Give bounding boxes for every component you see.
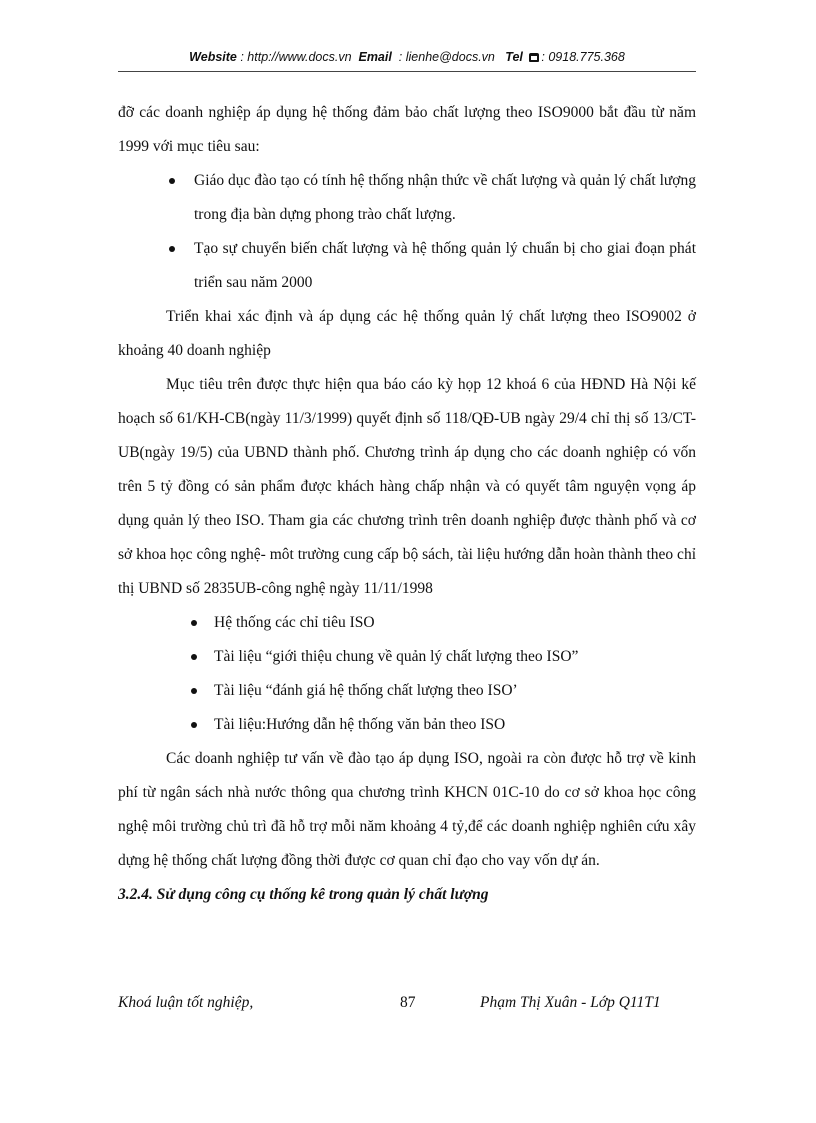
section-heading: 3.2.4. Sử dụng công cụ thống kê trong quản lý chất lượng [118,886,489,903]
goals-list [118,164,696,300]
website-label: Website [189,50,237,64]
footer-author: Phạm Thị Xuân - Lớp Q11T1 [480,994,661,1011]
page-number: 87 [400,994,416,1011]
list-item: Tài liệu “đánh giá hệ thống chất lượng theo ISO’ [118,674,696,708]
header-divider [118,71,696,72]
footer-thesis-label: Khoá luận tốt nghiệp, [118,994,254,1011]
tel-value: : 0918.775.368 [541,50,625,64]
list-item: Giáo dục đào tạo có tính hệ thống nhận thức về chất lượng và quản lý chất lượng trong địa bàn dựng phong trào chất lượng. [118,164,696,232]
list-item: Tài liệu “giới thiệu chung về quản lý chất lượng theo ISO” [118,640,696,674]
phone-icon [529,53,539,62]
deployment-paragraph: Triển khai xác định và áp dụng các hệ thống quản lý chất lượng theo ISO9002 ở khoảng 40 doanh nghiệp [118,308,696,359]
website-value: : http://www.docs.vn [240,50,352,64]
funding-paragraph: Các doanh nghiệp tư vấn về đào tạo áp dụng ISO, ngoài ra còn được hỗ trợ về kinh phí từ ngân sách nhà nước thông qua chương trình KHCN 01C-10 do cơ sở khoa học công nghệ môi trường chủ trì đã hỗ trợ mỗi năm khoảng 4 tỷ,để các doanh nghiệp nghiên cứu xây dựng hệ thống chất lượng đồng thời được cơ quan chỉ đạo cho vay vốn dự án. [118,750,696,869]
email-label: Email [358,50,392,64]
list-item: Tạo sự chuyển biến chất lượng và hệ thống quản lý chuẩn bị cho giai đoạn phát triển sau năm 2000 [118,232,696,300]
page-footer [118,994,696,1018]
page-header [118,50,696,70]
tel-label: Tel [505,50,523,64]
list-item: Tài liệu:Hướng dẫn hệ thống văn bản theo ISO [118,708,696,742]
documents-list [118,606,696,742]
email-value: : lienhe@docs.vn [398,50,495,64]
list-item: Hệ thống các chỉ tiêu ISO [118,606,696,640]
intro-paragraph: đỡ các doanh nghiệp áp dụng hệ thống đảm bảo chất lượng theo ISO9000 bắt đầu từ năm 1999 với mục tiêu sau: [118,104,696,155]
page-body [118,96,696,912]
implementation-paragraph: Mục tiêu trên được thực hiện qua báo cáo kỳ họp 12 khoá 6 của HĐND Hà Nội kế hoạch số 61/KH-CB(ngày 11/3/1999) quyết định số 118/QĐ-UB ngày 29/4 chỉ thị số 13/CT-UB(ngày 19/5) của UBND thành phố. Chương trình áp dụng cho các doanh nghiệp có vốn trên 5 tỷ đồng có sản phẩm được khách hàng chấp nhận và có quyết tâm nguyện vọng áp dụng quản lý theo ISO. Tham gia các chương trình trên doanh nghiệp được thành phố và cơ sở khoa học công nghệ- môt trường cung cấp bộ sách, tài liệu hướng dẫn hoàn thành theo chỉ thị UBND số 2835UB-công nghệ ngày 11/11/1998 [118,376,696,597]
